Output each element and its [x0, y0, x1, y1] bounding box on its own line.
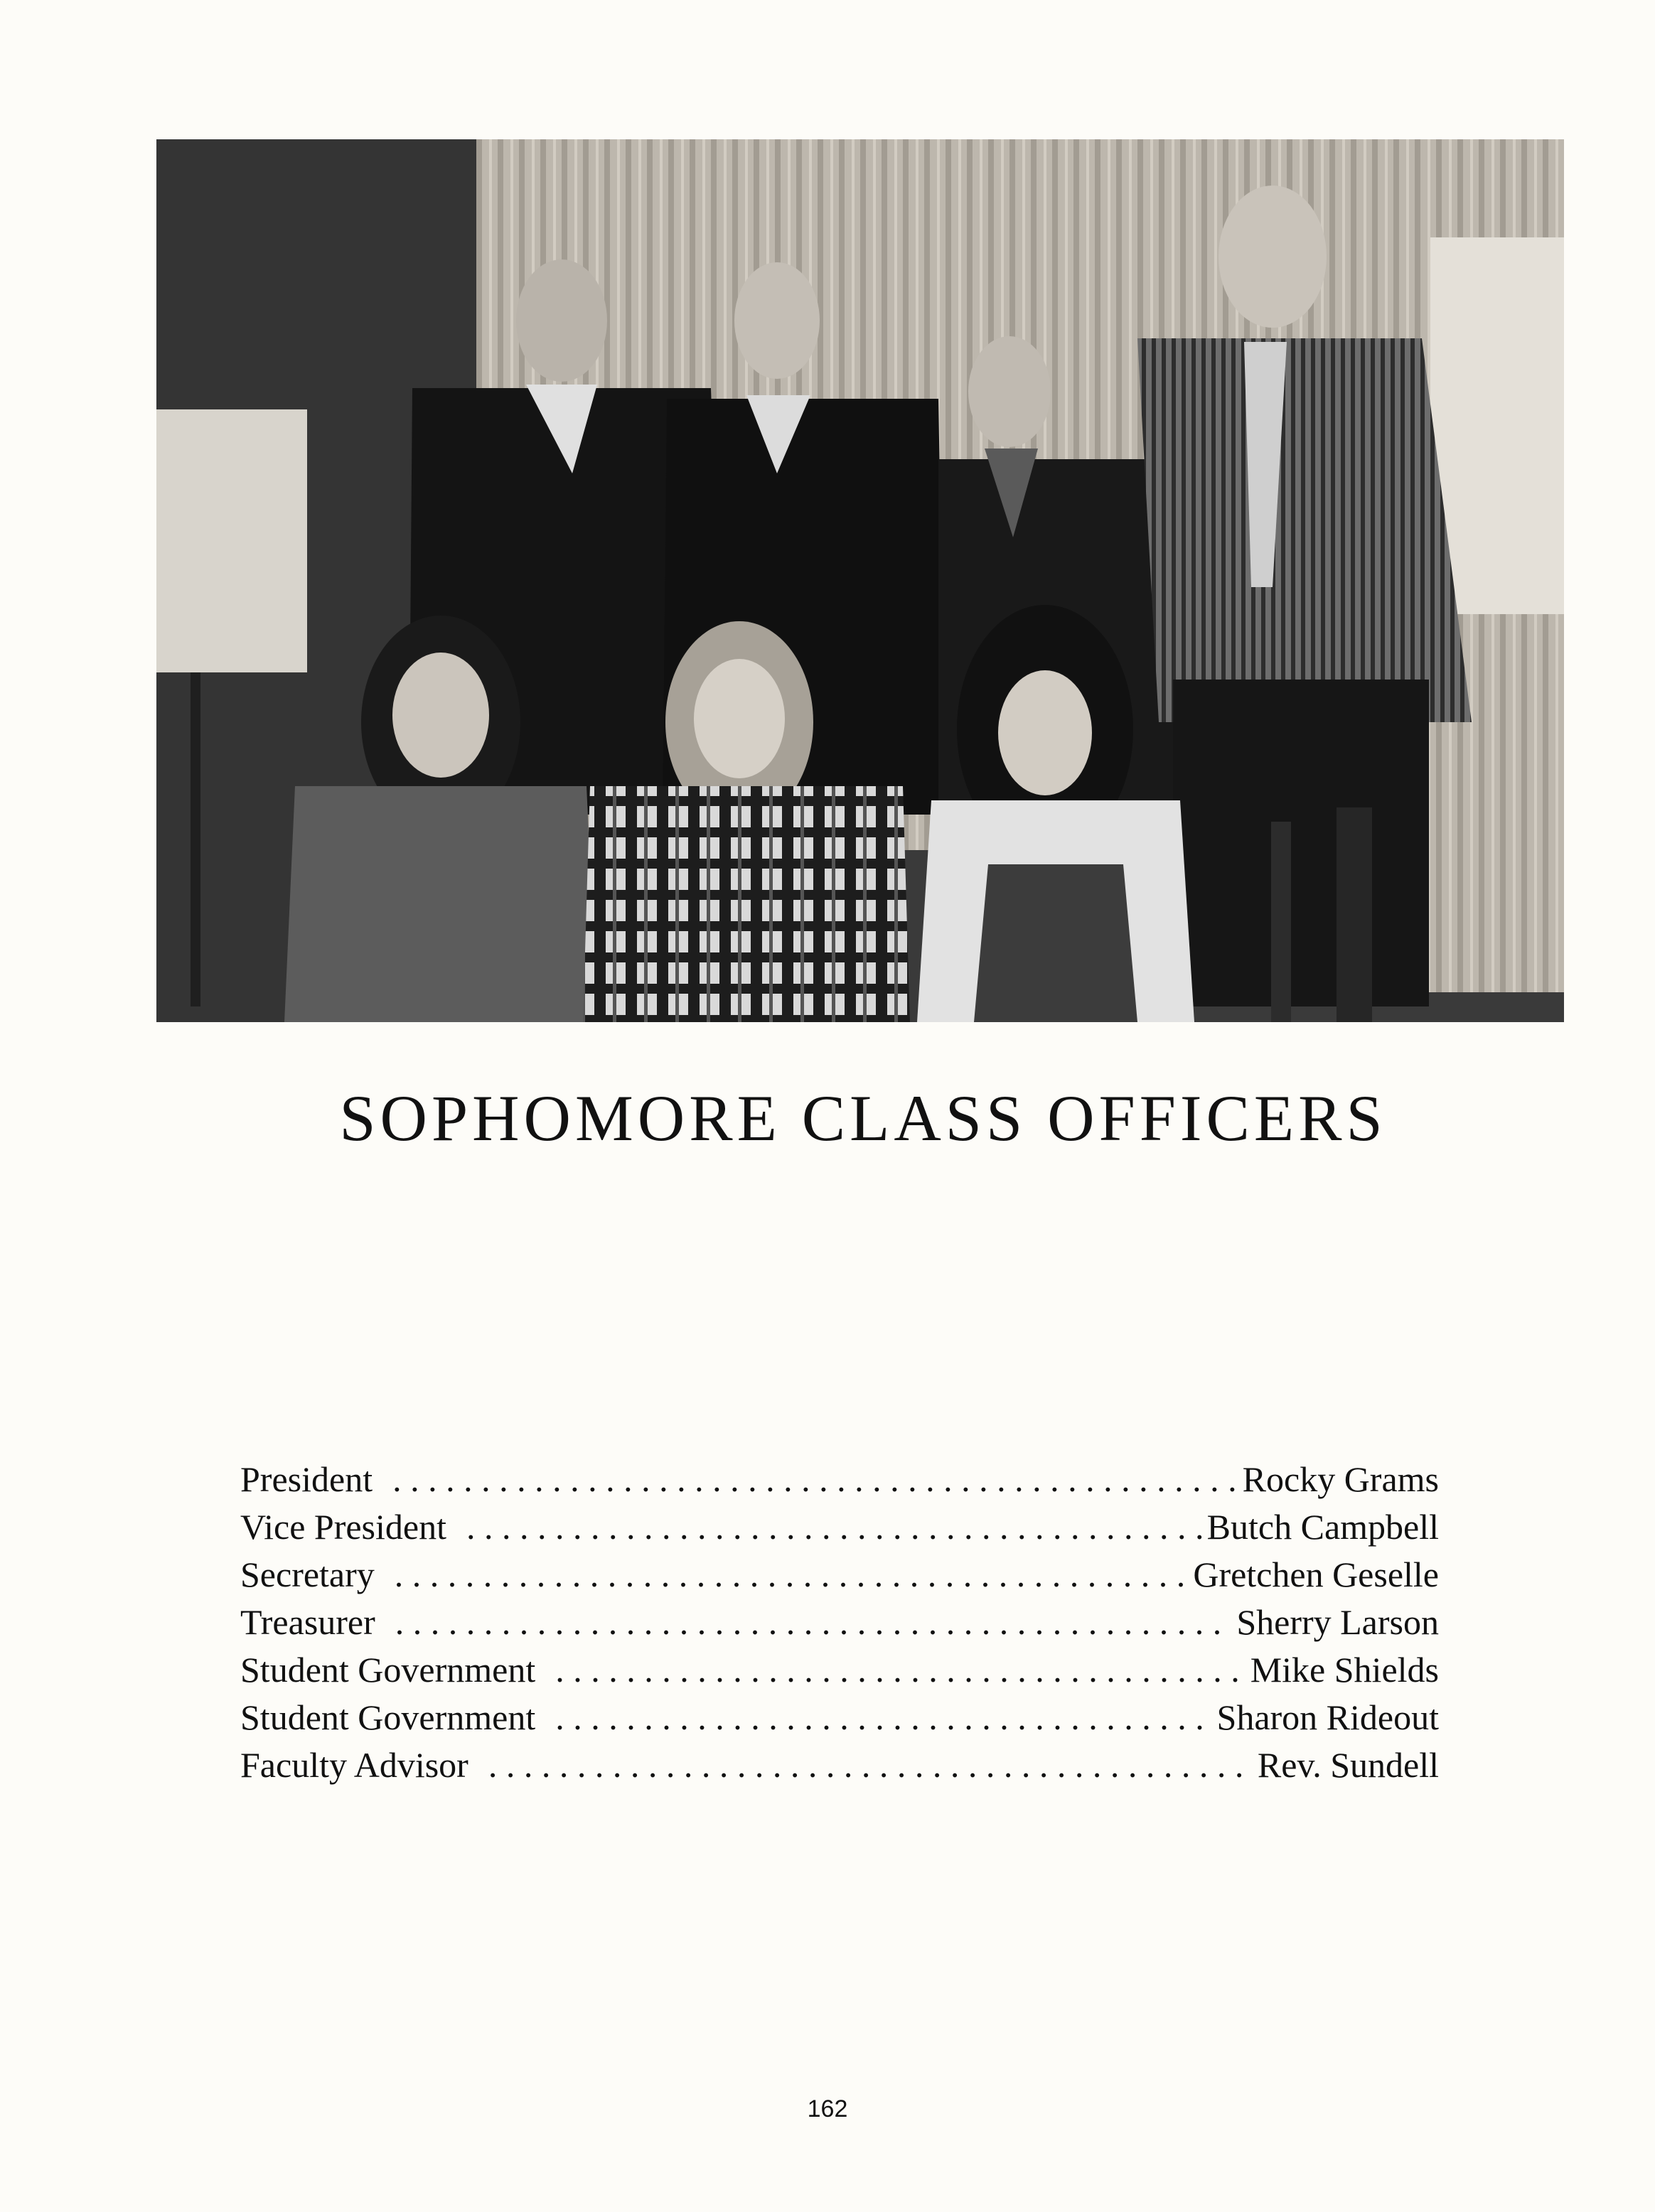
officer-role: Student Government	[240, 1650, 536, 1690]
dot-leader	[488, 1741, 1253, 1789]
dot-leader	[555, 1694, 1212, 1741]
officer-name: Rev. Sundell	[1257, 1745, 1439, 1785]
group-photo	[156, 139, 1564, 1022]
officer-row	[240, 1503, 1439, 1551]
officer-row	[240, 1741, 1439, 1789]
officer-row	[240, 1551, 1439, 1599]
dot-leader	[392, 1456, 1238, 1503]
officer-row	[240, 1694, 1439, 1741]
officer-row	[240, 1599, 1439, 1646]
officer-name: Mike Shields	[1250, 1650, 1439, 1690]
dot-leader	[466, 1503, 1203, 1551]
officer-roster	[240, 1456, 1439, 1789]
officer-name: Sherry Larson	[1236, 1602, 1439, 1642]
officer-role: Secretary	[240, 1555, 375, 1594]
page-title: SOPHOMORE CLASS OFFICERS	[339, 1082, 1387, 1154]
officer-role: Treasurer	[240, 1602, 375, 1642]
officer-name: Sharon Rideout	[1216, 1697, 1439, 1737]
officer-name: Gretchen Geselle	[1193, 1555, 1439, 1594]
officer-role: President	[240, 1459, 373, 1499]
officer-row	[240, 1646, 1439, 1694]
officer-name: Rocky Grams	[1242, 1459, 1439, 1499]
dot-leader	[555, 1646, 1246, 1694]
dot-leader	[395, 1551, 1189, 1599]
officer-name: Butch Campbell	[1206, 1507, 1439, 1547]
officer-role: Vice President	[240, 1507, 446, 1547]
dot-leader	[395, 1599, 1233, 1646]
officer-role: Faculty Advisor	[240, 1745, 468, 1785]
officer-role: Student Government	[240, 1697, 536, 1737]
officer-row	[240, 1456, 1439, 1503]
group-photo-illustration	[156, 139, 1564, 1022]
page-number: 162	[807, 2095, 848, 2122]
